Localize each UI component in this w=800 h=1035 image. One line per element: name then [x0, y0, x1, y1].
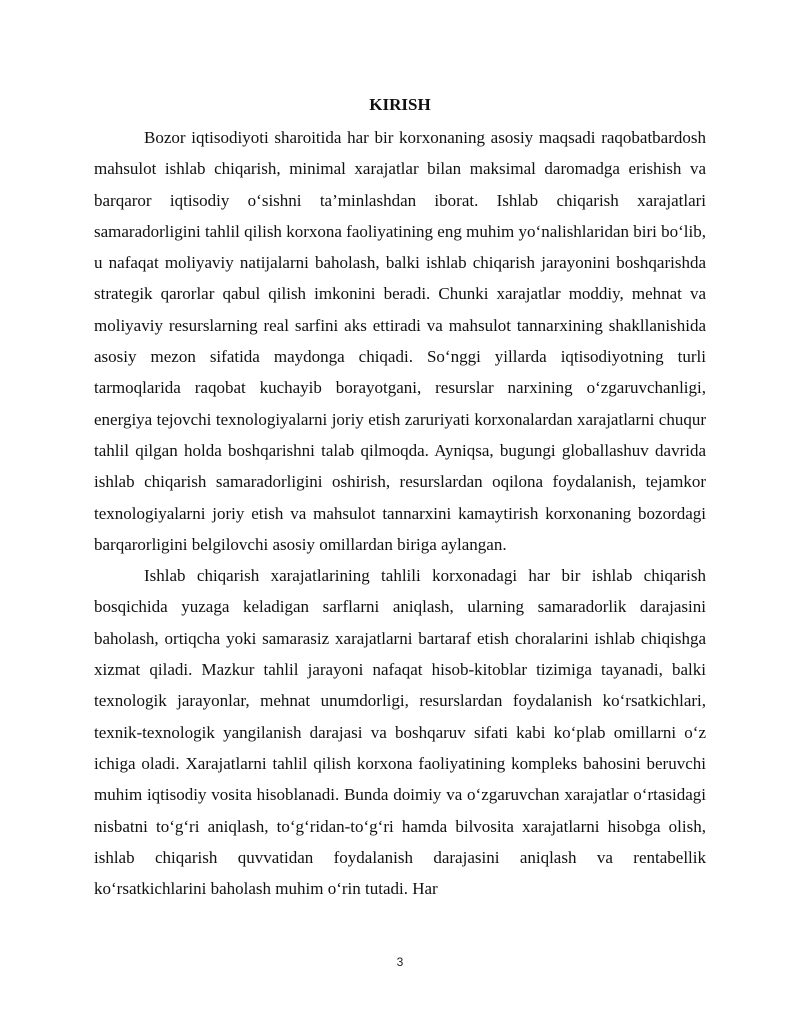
page-number: 3 — [396, 955, 404, 969]
body-text — [94, 122, 706, 904]
paragraph-1: Bozor iqtisodiyoti sharoitida har bir korxonaning asosiy maqsadi raqobatbardosh mahsulot ishlab chiqarish, minimal xarajatlar bilan maksimal daromadga erishish va barqaror iqtisodiy o‘sishni ta’minlashdan iborat. Ishlab chiqarish xarajatlari samaradorligini tahlil qilish korxona faoliyatining eng muhim yo‘nalishlaridan biri bo‘lib, u nafaqat moliyaviy natijalarni baholash, balki ishlab chiqarish jarayonini boshqarishda strategik qarorlar qabul qilish imkonini beradi. Chunki xarajatlar moddiy, mehnat va moliyaviy resurslarning real sarfini aks ettiradi va mahsulot tannarxining shakllanishida asosiy mezon sifatida maydonga chiqadi. So‘nggi yillarda iqtisodiyotning turli tarmoqlarida raqobat kuchayib borayotgani, resurslar narxining o‘zgaruvchanligi, energiya tejovchi texnologiyalarni joriy etish zaruriyati korxonalardan xarajatlarni chuqur tahlil qilgan holda boshqarishni talab qilmoqda. Ayniqsa, bugungi globallashuv davrida ishlab chiqarish samaradorligini oshirish, resurslardan oqilona foydalanish, tejamkor texnologiyalarni joriy etish va mahsulot tannarxini kamaytirish korxonaning bozordagi barqarorligini belgilovchi asosiy omillardan biriga aylangan. — [94, 128, 706, 554]
section-title: KIRISH — [369, 95, 431, 114]
paragraph-2: Ishlab chiqarish xarajatlarining tahlili korxonadagi har bir ishlab chiqarish bosqichida yuzaga keladigan sarflarni aniqlash, ularning samaradorlik darajasini baholash, ortiqcha yoki samarasiz xarajatlarni bartaraf etish choralarini ishlab chiqishga xizmat qiladi. Mazkur tahlil jarayoni nafaqat hisob-kitoblar tizimiga tayanadi, balki texnologik jarayonlar, mehnat unumdorligi, resurslardan foydalanish ko‘rsatkichlari, texnik-texnologik yangilanish darajasi va boshqaruv sifati kabi ko‘plab omillarni o‘z ichiga oladi. Xarajatlarni tahlil qilish korxona faoliyatining kompleks bahosini beruvchi muhim iqtisodiy vosita hisoblanadi. Bunda doimiy va o‘zgaruvchan xarajatlar o‘rtasidagi nisbatni to‘g‘ri aniqlash, to‘g‘ridan-to‘g‘ri hamda bilvosita xarajatlarni hisobga olish, ishlab chiqarish quvvatidan foydalanish darajasini aniqlash va rentabellik ko‘rsatkichlarini baholash muhim o‘rin tutadi. Har — [94, 566, 706, 899]
